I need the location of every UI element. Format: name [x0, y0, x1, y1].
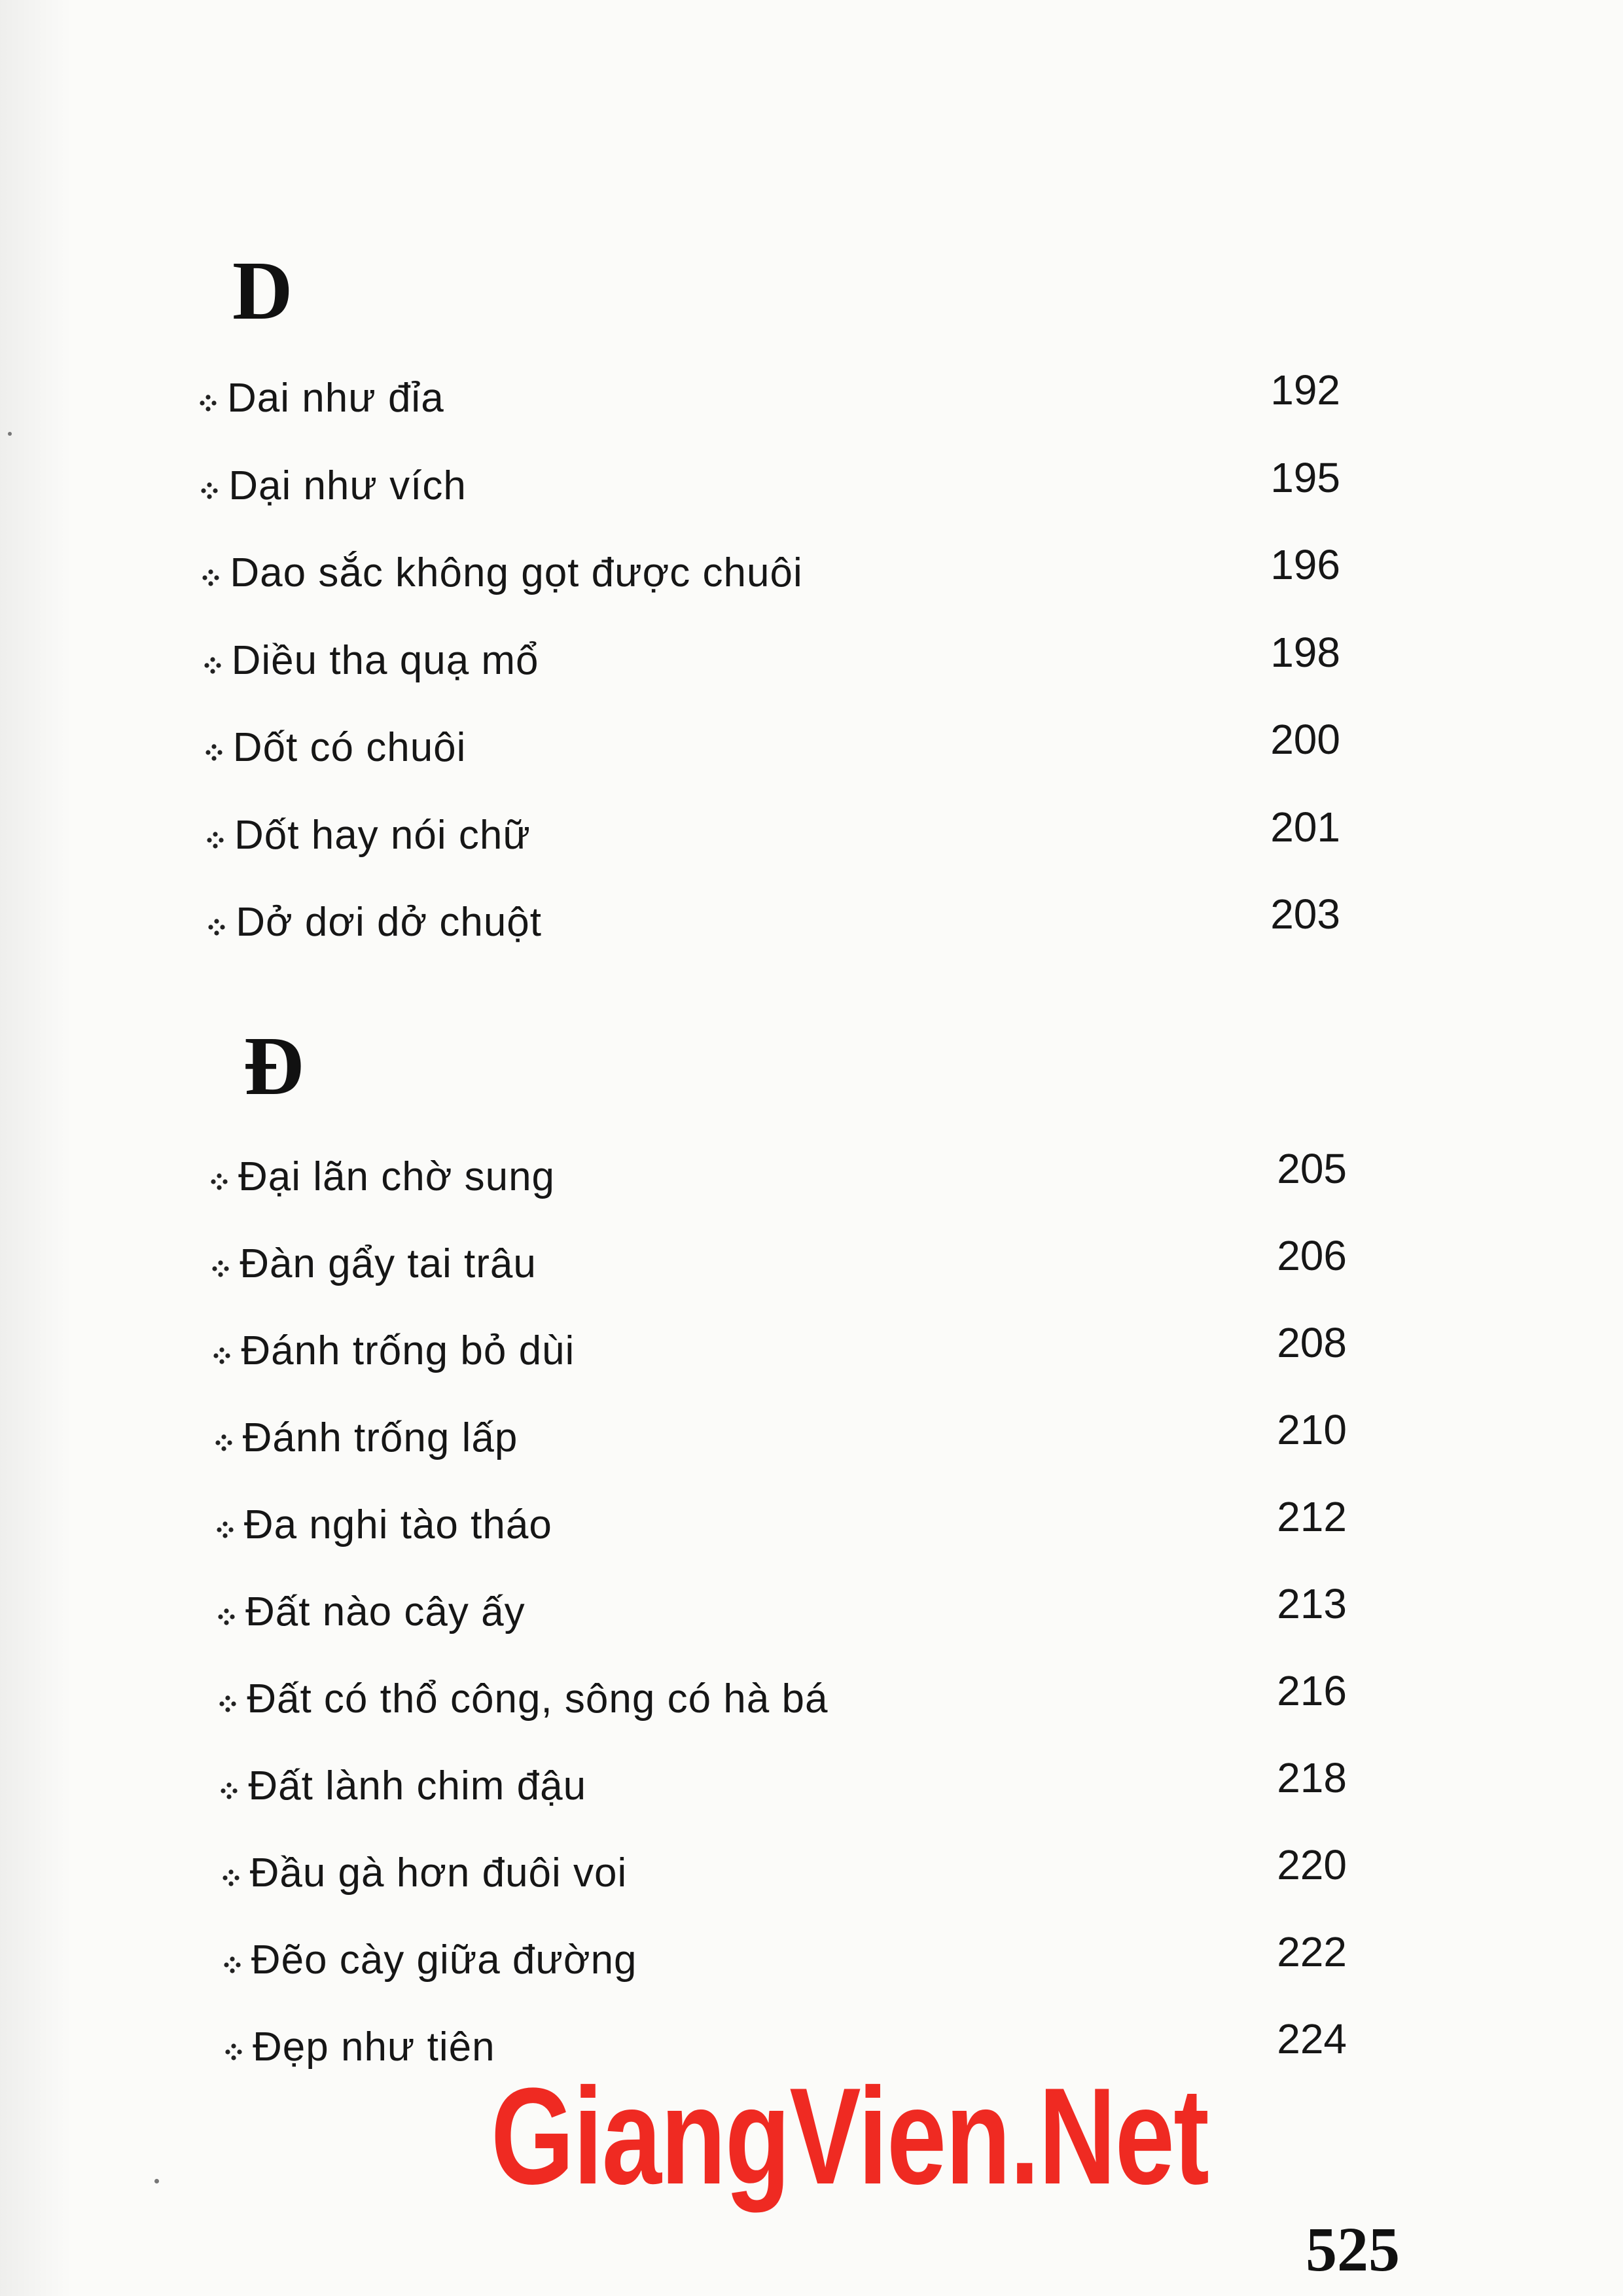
entry-page-number: 210 [1277, 1406, 1347, 1453]
bullet-icon [201, 482, 218, 499]
entry-page-number: 203 [1270, 891, 1340, 938]
scan-speck [154, 2179, 159, 2183]
entry-title: Dại như vích [228, 463, 467, 508]
entry-title: Đa nghi tào tháo [243, 1502, 552, 1547]
entry-title: Dai như đỉa [227, 376, 444, 421]
bullet-icon [212, 1260, 229, 1277]
entry-page-number: 218 [1277, 1754, 1347, 1801]
entry-page-number: 212 [1277, 1493, 1347, 1540]
bullet-icon [211, 1173, 228, 1190]
watermark: GiangVien.Net [491, 2059, 1209, 2213]
entry-title: Diều tha quạ mổ [231, 637, 539, 683]
bullet-icon [208, 919, 225, 936]
entry-page-number: 192 [1270, 366, 1340, 414]
entry-title: Dốt có chuôi [232, 725, 467, 770]
bullet-icon [213, 1347, 230, 1364]
entry-page-number: 200 [1270, 716, 1340, 763]
index-entry [202, 541, 1340, 610]
entry-page-number: 196 [1270, 541, 1340, 588]
index-entry [212, 1232, 1347, 1301]
entry-title: Dở dơi dở chuột [236, 900, 543, 945]
bullet-icon [202, 569, 219, 586]
entry-title: Đánh trống bỏ dùi [241, 1328, 575, 1373]
index-entry [201, 453, 1340, 523]
index-entry [215, 1406, 1347, 1475]
bullet-icon [215, 1434, 232, 1451]
entry-title: Dốt hay nói chữ [234, 812, 531, 858]
bullet-icon [207, 832, 224, 849]
entry-page-number: 201 [1270, 803, 1340, 851]
bullet-icon [219, 1695, 236, 1712]
section-letter-d: D [232, 244, 293, 337]
index-entry [219, 1667, 1347, 1736]
entry-title: Dao sắc không gọt được chuôi [230, 550, 803, 595]
bullet-icon [221, 1782, 238, 1799]
entry-page-number: 222 [1277, 1928, 1347, 1975]
index-entry [218, 1580, 1347, 1649]
entry-page-number: 213 [1277, 1580, 1347, 1627]
index-entry [213, 1319, 1347, 1388]
bullet-icon [200, 395, 217, 412]
bullet-icon [217, 1521, 234, 1538]
entry-page-number: 216 [1277, 1667, 1347, 1714]
entry-title: Đất có thổ công, sông có hà bá [247, 1676, 829, 1722]
entry-title: Đại lãn chờ sung [238, 1154, 556, 1199]
entry-title: Đánh trống lấp [242, 1415, 518, 1460]
bullet-icon [225, 2043, 242, 2060]
entry-title: Đầu gà hơn đuôi voi [249, 1850, 628, 1896]
index-entry [224, 1928, 1347, 1997]
entry-title: Đàn gẩy tai trâu [240, 1241, 537, 1286]
entry-title: Đất lành chim đậu [248, 1763, 587, 1809]
page-number: 525 [1306, 2214, 1400, 2284]
entry-page-number: 198 [1270, 628, 1340, 676]
bullet-icon [224, 1956, 241, 1973]
entry-page-number: 220 [1277, 1841, 1347, 1888]
index-entry [205, 716, 1340, 785]
index-entry [208, 891, 1340, 959]
section-letter-dd: Đ [243, 1019, 304, 1112]
index-entry [204, 628, 1340, 698]
bullet-icon [218, 1608, 235, 1625]
index-entry [207, 803, 1340, 872]
page-edge-shadow [0, 0, 72, 2296]
entry-title: Đất nào cây ấy [245, 1589, 526, 1634]
bullet-icon [205, 744, 223, 761]
bullet-icon [223, 1869, 240, 1886]
entry-page-number: 208 [1277, 1319, 1347, 1366]
entry-title: Đẽo cày giữa đường [251, 1937, 637, 1983]
entry-title: Đẹp như tiên [253, 2024, 495, 2070]
entry-page-number: 205 [1277, 1145, 1347, 1192]
scan-speck [8, 432, 12, 436]
index-entry [223, 1841, 1347, 1910]
bullet-icon [204, 657, 221, 674]
index-entry [217, 1493, 1347, 1562]
index-entry [211, 1145, 1347, 1214]
index-entry [200, 366, 1340, 435]
index-entry [221, 1754, 1347, 1823]
entry-page-number: 206 [1277, 1232, 1347, 1279]
entry-page-number: 224 [1277, 2015, 1347, 2062]
entry-page-number: 195 [1270, 453, 1340, 501]
